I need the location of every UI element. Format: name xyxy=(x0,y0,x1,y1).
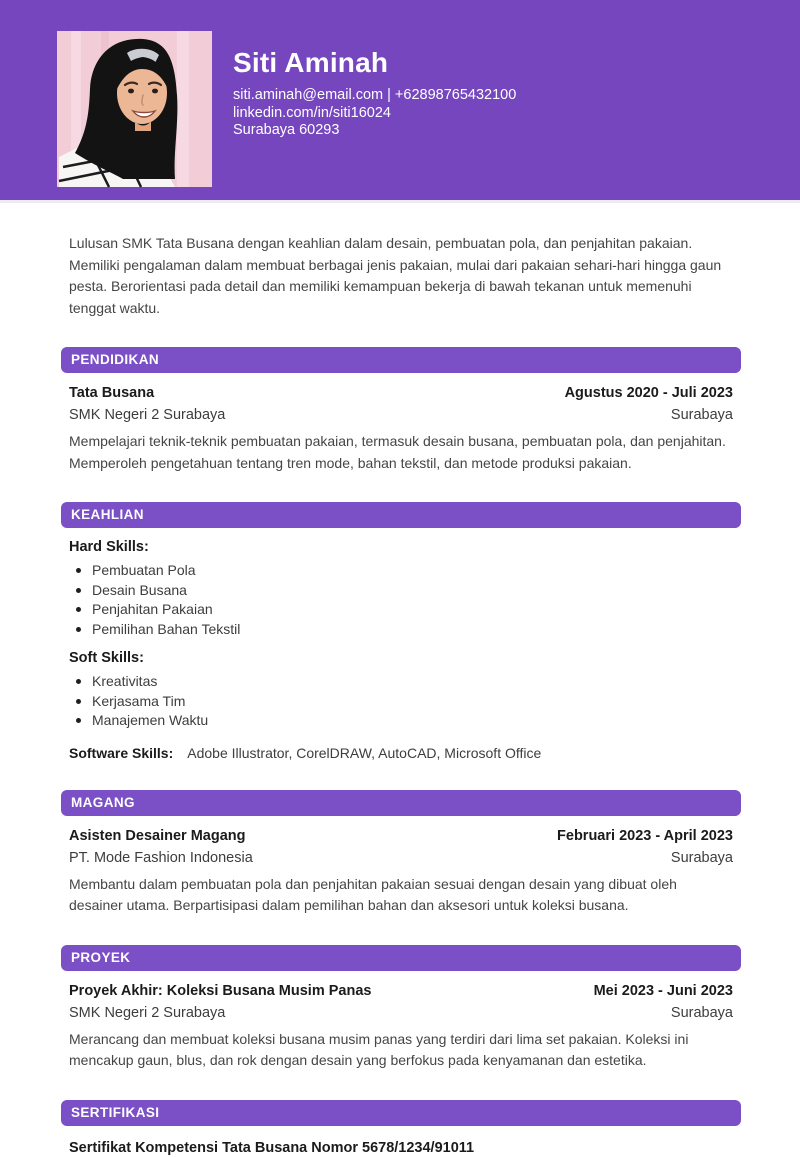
skill-text: Kerjasama Tim xyxy=(92,692,186,709)
soft-skills-list xyxy=(69,672,733,731)
skill-text: Pemilihan Bahan Tekstil xyxy=(92,620,241,637)
resume-body xyxy=(61,233,741,1157)
internship-dates: Februari 2023 - April 2023 xyxy=(557,827,733,844)
section-internship xyxy=(61,790,741,917)
education-degree: Tata Busana xyxy=(69,385,155,401)
bullet-icon xyxy=(76,588,81,593)
software-skills-row xyxy=(69,744,733,762)
soft-skills-label: Soft Skills: xyxy=(69,650,144,666)
internship-location: Surabaya xyxy=(670,849,733,866)
skill-text: Pembuatan Pola xyxy=(92,562,196,578)
header xyxy=(0,0,800,200)
internship-sub-row xyxy=(69,849,733,867)
list-item xyxy=(69,561,733,581)
project-title-row xyxy=(69,982,733,1000)
software-skills-label: Software Skills: xyxy=(69,744,174,761)
section-title-sertifikasi: SERTIFIKASI xyxy=(61,1100,741,1126)
list-item xyxy=(69,620,733,640)
internship-description: Membantu dalam pembuatan pola dan penjahitan pakaian sesuai dengan desain yang dibuat oleh desainer utama. Berpartisipasi dalam pemilihan bahan dan aksesori untuk koleksi busana. xyxy=(69,875,677,913)
bullet-icon xyxy=(76,627,81,632)
skill-text: Kreativitas xyxy=(92,673,158,689)
list-item xyxy=(69,581,733,601)
project-org: SMK Negeri 2 Surabaya xyxy=(69,1004,226,1021)
skill-text: Manajemen Waktu xyxy=(92,712,209,728)
list-item xyxy=(69,692,733,712)
name-heading: Siti Aminah xyxy=(233,47,389,78)
bullet-icon xyxy=(76,699,81,704)
section-skills xyxy=(61,502,741,762)
header-text xyxy=(233,48,516,140)
project-description: Merancang dan membuat koleksi busana musim panas yang terdiri dari lima set pakaian. Koleksi ini mencakup gaun, blus, dan rok dengan desain yang berfokus pada kenyamanan dan estetika. xyxy=(69,1030,689,1068)
contact-email-phone: siti.aminah@email.com | +62898765432100 xyxy=(233,87,517,103)
section-title-proyek: PROYEK xyxy=(61,945,741,971)
project-dates: Mei 2023 - Juni 2023 xyxy=(593,982,733,999)
list-item xyxy=(69,600,733,620)
education-title-row xyxy=(69,384,733,402)
bullet-icon xyxy=(76,568,81,573)
skill-text: Penjahitan Pakaian xyxy=(92,601,213,617)
section-education xyxy=(61,347,741,474)
education-location: Surabaya xyxy=(670,407,733,423)
bullet-icon xyxy=(76,718,81,723)
education-school: SMK Negeri 2 Surabaya xyxy=(69,407,226,423)
skill-text: Desain Busana xyxy=(92,581,187,598)
contact-linkedin: linkedin.com/in/siti16024 xyxy=(233,104,391,121)
section-title-keahlian: KEAHLIAN xyxy=(61,502,741,528)
hard-skills-label: Hard Skills: xyxy=(69,539,149,555)
project-title: Proyek Akhir: Koleksi Busana Musim Panas xyxy=(69,982,372,999)
section-title-pendidikan: PENDIDIKAN xyxy=(61,347,741,373)
section-certification xyxy=(61,1100,741,1157)
list-item xyxy=(69,672,733,692)
summary-text: Lulusan SMK Tata Busana dengan keahlian dalam desain, pembuatan pola, dan penjahitan pakaian. Memiliki pengalaman dalam membuat berbagai jenis pakaian, mulai dari pakaian sehari-hari hingga gaun pesta. Berorientasi pada detail dan memiliki kemampuan bekerja di bawah tekanan untuk memenuhi tenggat waktu. xyxy=(69,235,722,316)
project-sub-row xyxy=(69,1004,733,1022)
certification-item: Sertifikat Kompetensi Tata Busana Nomor 5678/1234/91011 xyxy=(69,1139,475,1156)
profile-photo-illustration xyxy=(57,31,212,187)
internship-company: PT. Mode Fashion Indonesia xyxy=(69,849,253,866)
internship-title-row xyxy=(69,827,733,845)
software-skills-value: Adobe Illustrator, CorelDRAW, AutoCAD, Microsoft Office xyxy=(187,744,542,761)
education-description: Mempelajari teknik-teknik pembuatan pakaian, termasuk desain busana, pembuatan pola, dan penjahitan. Memperoleh pengetahuan tentang tren mode, bahan tekstil, dan metode produksi pakaian. xyxy=(69,433,726,471)
list-item xyxy=(69,711,733,731)
hard-skills-list xyxy=(69,561,733,639)
education-sub-row xyxy=(69,406,733,424)
section-title-magang: MAGANG xyxy=(61,790,741,816)
internship-role: Asisten Desainer Magang xyxy=(69,827,246,844)
education-dates: Agustus 2020 - Juli 2023 xyxy=(564,385,733,401)
contact-location: Surabaya 60293 xyxy=(233,122,340,138)
project-location: Surabaya xyxy=(670,1004,733,1021)
section-project xyxy=(61,945,741,1072)
bullet-icon xyxy=(76,679,81,684)
profile-photo xyxy=(57,31,212,187)
bullet-icon xyxy=(76,607,81,612)
header-divider xyxy=(0,200,800,203)
